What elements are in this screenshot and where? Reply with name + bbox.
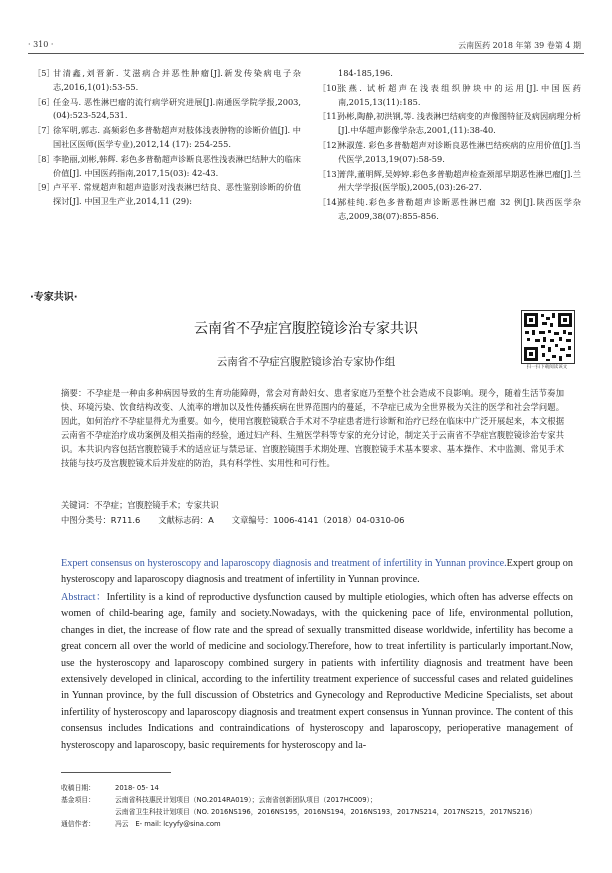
reference-number: ［10］ — [318, 82, 345, 93]
reference-number: ［11］ — [318, 111, 345, 122]
keywords: 关键词：不孕症；宫腹腔镜手术；专家共识 — [61, 500, 219, 510]
document-code: 文献标志码：A — [158, 515, 214, 525]
reference-number: ［5］ — [33, 68, 55, 78]
reference-item — [33, 96, 301, 124]
references-right-column — [318, 67, 581, 225]
reference-text: 孙彬,陶静,初洪钢,等. 浅表淋巴结病变的声像图特征及病因病理分析[J].中华超声影像学杂志,2001,(11):38-40. — [338, 111, 581, 136]
clc-number: 中图分类号：R711.6 — [61, 515, 141, 525]
qr-caption: 扫一扫下载阅读该文 — [526, 365, 568, 370]
reference-text: 184-185,196. — [338, 68, 393, 78]
references-left-column — [33, 67, 301, 210]
reference-number: ［7］ — [33, 125, 55, 136]
english-author-group: Expert group on hysteroscopy and laparoscopy diagnosis and treatment of infertility in Yunnan province. — [61, 558, 573, 585]
fund-info-continued: 云南省卫生科技计划项目（NO. 2016NS196，2016NS195，2016NS194，2016NS193，2017NS214，2017NS215，2017NS216） — [115, 808, 537, 816]
reference-number: ［9］ — [33, 182, 55, 193]
reference-item — [318, 139, 581, 167]
reference-number: ［14］ — [318, 197, 345, 208]
english-abstract — [61, 590, 573, 754]
footnote — [61, 782, 536, 830]
classification-line — [61, 514, 404, 526]
header-rule — [28, 53, 584, 54]
reference-number: ［13］ — [318, 168, 345, 179]
english-abstract-label: Abstract： — [61, 592, 107, 603]
reference-number: ［6］ — [33, 96, 55, 107]
article-title: 云南省不孕症宫腹腔镜诊治专家共识 — [194, 321, 418, 337]
english-title: Expert consensus on hysteroscopy and laparoscopy diagnosis and treatment of infertility in Yunnan province. — [61, 558, 507, 569]
reference-text: 甘清鑫,刘晋新. 艾滋病合并恶性肿瘤[J].新发传染病电子杂志,2016,1(01):53-55. — [53, 68, 301, 92]
journal-header: 云南医药 2018 年第 39 卷第 4 期 — [458, 41, 581, 50]
article-number: 文章编号：1006-4141（2018）04-0310-06 — [231, 515, 405, 525]
reference-item — [318, 67, 581, 81]
reference-item — [318, 168, 581, 196]
abstract-chinese: 摘要：不孕症是一种由多种病因导致的生育功能障碍，常会对育龄妇女、患者家庭乃至整个社会造成不良影响。现今，随着生活节奏加快、环境污染、饮食结构改变、人流率的增加以及性传播疾病在世界范围内的蔓延，不孕症已成为全世界极为关注的医学和社会学问题。因此，如何治疗不孕症显得尤为重要。如今，使用宫腹腔镜联合手术对不孕症患者进行诊断和治疗已经在临床中广泛开展起来，本文根据云南省不孕症治疗成功案例及相关指南的经验，通过妇产科、生殖医学科等专家的充分讨论，制定关于云南省不孕症宫腹腔镜诊治专家共识。本共识内容包括宫腹腔镜手术的适应证与禁忌证、宫腹腔镜围手术期处理、宫腹腔镜手术基本要求、基本操作、术中监测、常见手术技能与技巧及宫腹腔镜术后并发症的防治，具有科学性、实用性和可行性。 — [61, 388, 564, 468]
reference-number: ［8］ — [33, 153, 55, 164]
reference-item — [318, 196, 581, 224]
reference-item — [33, 67, 301, 95]
reference-text: 林淑莲. 彩色多普勒超声对诊断良恶性淋巴结疾病的应用价值[J].当代医学,2013,19(07):58-59. — [338, 139, 581, 164]
reference-text: 李艳丽,刘彬,韩辉. 彩色多普勒超声诊断良恶性浅表淋巴结肿大的临床价值[J]. 中国医药指南,2017,15(03): 42-43. — [53, 153, 301, 178]
reference-number: ［12］ — [318, 139, 345, 150]
fund-info: 基金项目： 云南省科技惠民计划项目（NO.2014RA019）；云南省创新团队项目（2017HC009）； — [61, 796, 377, 804]
reference-text: 卢平平. 常规超声和超声造影对浅表淋巴结良、恶性鉴别诊断的价值探讨[J]. 中国卫生产业,2014,11 (29): — [53, 182, 301, 207]
reference-text: 张燕. 试析超声在浅表组织肿块中的运用[J].中国医药南,2015,13(11):185. — [338, 82, 581, 107]
reference-text: 菁萍,董明辉,吴婷婷.彩色多普勒超声检查颈部早期恶性淋巴瘤[J].兰州大学学报(医学版),2005,(03):26-27. — [338, 168, 581, 193]
reference-item — [33, 124, 301, 152]
reference-text: 任金马. 恶性淋巴瘤的流行病学研究进展[J].南通医学院学报,2003,(04):523-524,531. — [53, 96, 301, 121]
reference-item — [33, 153, 301, 181]
reference-item — [318, 82, 581, 110]
english-title-block — [61, 556, 573, 588]
corresponding-author: 通信作者： 冯云 E- mail: lcyyfy@sina.com — [61, 820, 221, 828]
english-abstract-text: Infertility is a kind of reproductive dysfunction caused by multiple etiologies, which often has adverse effects on women of child-bearing age, family and society.Nowadays, with the quickening pace of life, environmental pollution, changes in diet, the increase of flow rate and the spread of sexually transmitted disease worldwide, infertility has become a great concern all over the world of medicine and sociology.Therefore, how to treat infertility is particularly important.Now, use the hysteroscopy and laparoscopy combined surgery in patients with infertility diagnosis and treatment have been extensively developed in clinical, according to the infertility treatment experience of successful cases and related guidelines in Yunnan province, by the full discussion of Obstetrics and Gynecology and Reproductive Medicine Specialists, set about infertility of hysteroscopy and laparoscopy diagnosis and treatment expert consensus in Yunnan province. The content of this consensus includes Indications and contraindications of hysteroscopy and laparoscopy, perioperative management of hysteroscopy and laparoscopy, basic requirements for hysteroscopy and la- — [61, 592, 573, 751]
page-number: · 310 · — [28, 40, 54, 49]
received-date: 收稿日期： 2018- 05- 14 — [61, 784, 159, 792]
article-author-group: 云南省不孕症宫腹腔镜诊治专家协作组 — [216, 356, 396, 368]
reference-item — [33, 181, 301, 209]
reference-item — [318, 110, 581, 138]
reference-text: 徐军明,郭志. 高频彩色多普勒超声对肢体浅表肿物的诊断价值[J]. 中国社区医师(医学专业),2012,14 (17): 254-255. — [53, 125, 301, 149]
reference-text: 郝桂纯.彩色多普勒超声诊断恶性淋巴瘤 32 例[J].陕西医学杂志,2009,38(07):855-856. — [338, 197, 581, 221]
section-label: ·专家共识· — [30, 292, 78, 303]
footnote-rule — [61, 772, 171, 773]
